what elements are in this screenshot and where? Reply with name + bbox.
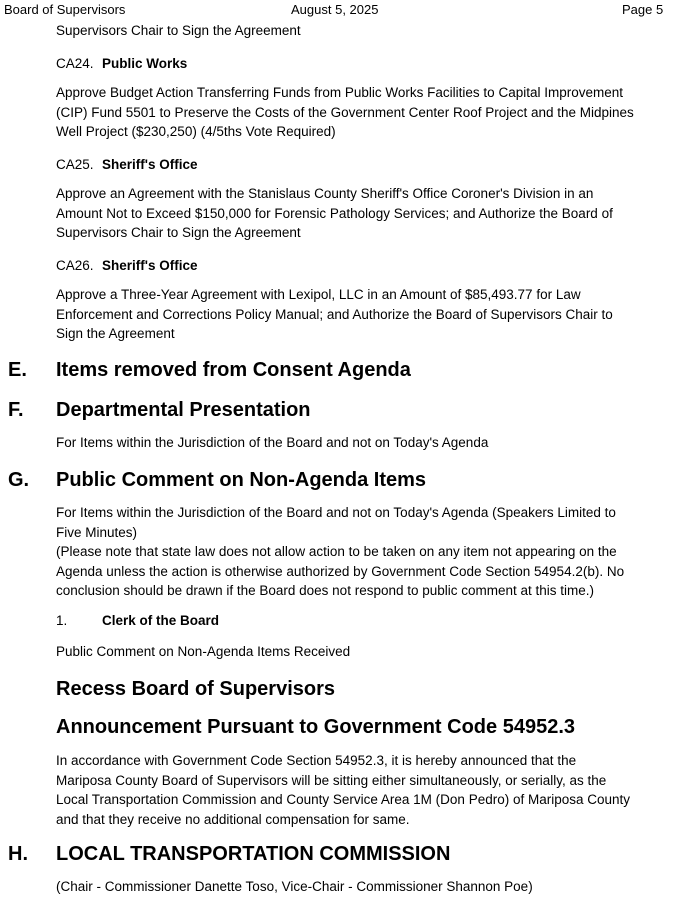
description-line: (Please note that state law does not allow action to be taken on any item not appearing on the — [56, 544, 617, 559]
consent-item-ca24-description — [56, 83, 662, 142]
consent-item-ca25-heading — [56, 156, 197, 174]
description-line: Five Minutes) — [56, 524, 138, 540]
section-g-title: Public Comment on Non-Agenda Items — [56, 469, 427, 491]
section-e-title: Items removed from Consent Agenda — [56, 359, 411, 381]
item-number: 1. — [56, 613, 68, 628]
section-g-item-heading — [56, 612, 219, 630]
description-line: Approve a Three-Year Agreement with Lexipol, LLC in an Amount of $85,493.77 for Law — [56, 287, 581, 302]
description-line: Mariposa County Board of Supervisors will be sitting either simultaneously, or serially, as the — [56, 772, 607, 788]
description-line: conclusion should be drawn if the Board does not respond to public comment at this time.) — [56, 583, 595, 598]
consent-item-ca25-description — [56, 184, 662, 243]
announcement-heading: Announcement Pursuant to Government Code 54952.3 — [56, 716, 575, 738]
description-line: and that they receive no additional compensation for same. — [56, 811, 410, 827]
section-g-item-text: Public Comment on Non-Agenda Items Received — [56, 644, 351, 659]
consent-item-ca24-heading — [56, 55, 187, 73]
section-h-title: LOCAL TRANSPORTATION COMMISSION — [56, 843, 451, 865]
item-number: CA26. — [56, 258, 94, 273]
section-h-letter: H. — [8, 843, 28, 865]
item-department: Sheriff's Office — [102, 258, 198, 273]
description-line: Approve Budget Action Transferring Funds from Public Works Facilities to Capital Improvement — [56, 85, 623, 100]
description-line: Amount Not to Exceed $150,000 for Forensic Pathology Services; and Authorize the Board of — [56, 205, 613, 221]
consent-item-ca26-description — [56, 285, 662, 344]
item-department: Public Works — [102, 56, 188, 71]
description-line: Sign the Agreement — [56, 326, 175, 341]
section-f-title: Departmental Presentation — [56, 399, 311, 421]
description-line: Enforcement and Corrections Policy Manual; and Authorize the Board of Supervisors Chair to — [56, 306, 613, 322]
description-line: Well Project ($230,250) (4/5ths Vote Required) — [56, 124, 336, 139]
section-g-description — [56, 503, 662, 601]
item-department: Clerk of the Board — [102, 613, 220, 628]
consent-item-ca26-heading — [56, 257, 197, 275]
header-page-number: Page 5 — [622, 2, 664, 17]
description-line: Supervisors Chair to Sign the Agreement — [56, 225, 301, 240]
header-board-name: Board of Supervisors — [4, 2, 126, 17]
section-e-letter: E. — [8, 359, 27, 381]
item-number: CA24. — [56, 56, 94, 71]
announcement-text — [56, 751, 662, 829]
description-line: (CIP) Fund 5501 to Preserve the Costs of the Government Center Roof Project and the Midpines — [56, 104, 634, 120]
item-department: Sheriff's Office — [102, 157, 198, 172]
description-line: Approve an Agreement with the Stanislaus County Sheriff's Office Coroner's Division in an — [56, 186, 594, 201]
section-f-letter: F. — [8, 399, 24, 421]
description-line: Local Transportation Commission and County Service Area 1M (Don Pedro) of Mariposa County — [56, 792, 631, 807]
section-g-letter: G. — [8, 469, 30, 491]
recess-heading: Recess Board of Supervisors — [56, 678, 335, 700]
item-number: CA25. — [56, 157, 94, 172]
continuation-text: Supervisors Chair to Sign the Agreement — [56, 23, 301, 38]
description-line: Agenda unless the action is otherwise authorized by Government Code Section 54954.2(b). No — [56, 563, 625, 579]
section-f-text: For Items within the Jurisdiction of the Board and not on Today's Agenda — [56, 435, 489, 450]
header-date: August 5, 2025 — [291, 2, 379, 17]
description-line: In accordance with Government Code Section 54952.3, it is hereby announced that the — [56, 753, 577, 768]
description-line: For Items within the Jurisdiction of the Board and not on Today's Agenda (Speakers Limited to — [56, 505, 616, 520]
section-h-text: (Chair - Commissioner Danette Toso, Vice-Chair - Commissioner Shannon Poe) — [56, 879, 533, 894]
